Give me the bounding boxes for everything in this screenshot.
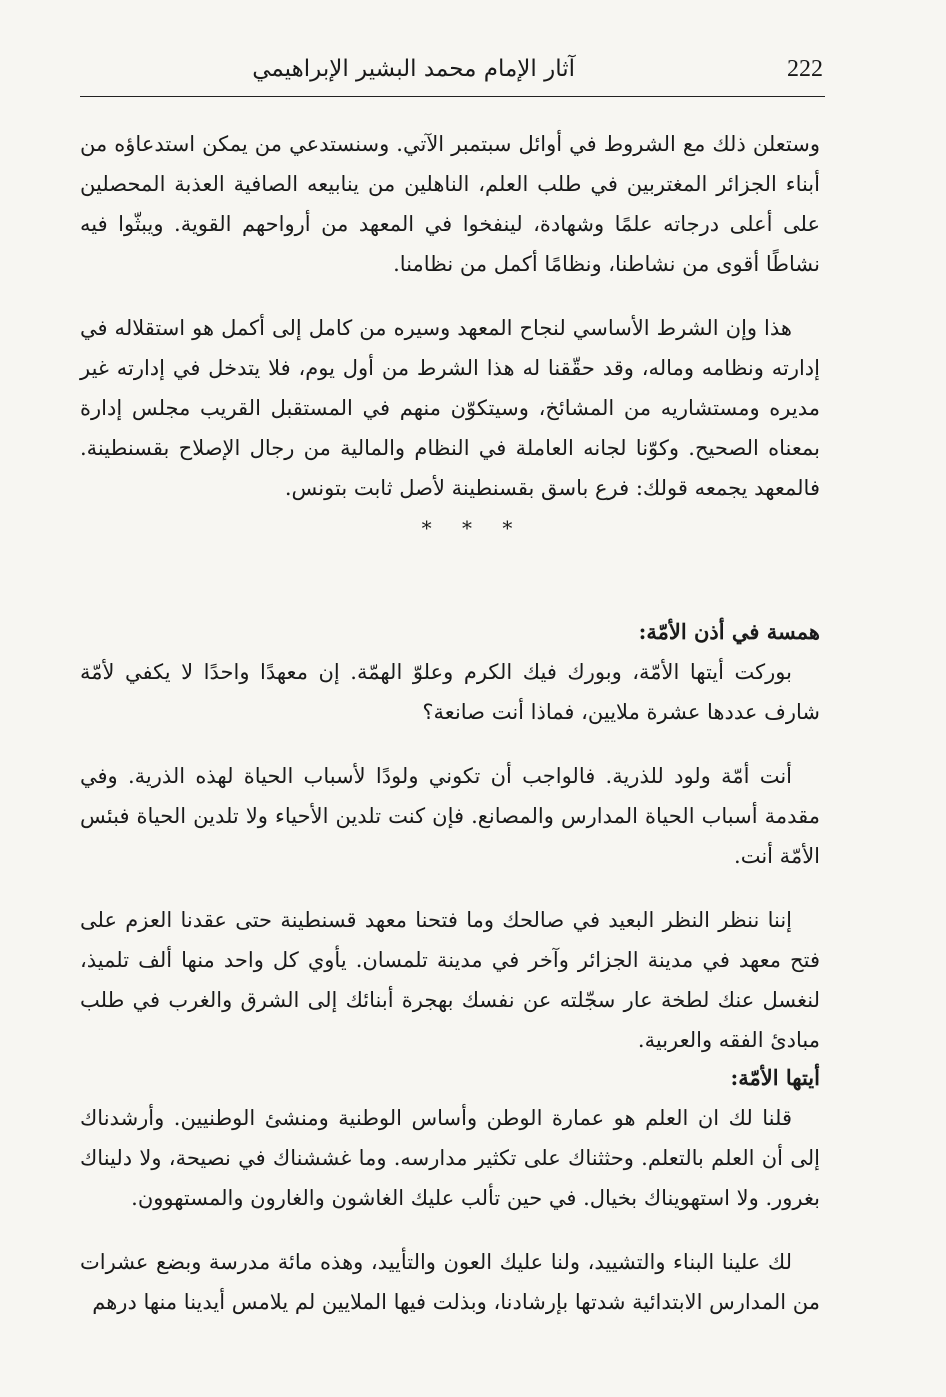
paragraph: قلنا لك ان العلم هو عمارة الوطن وأساس الوطنية ومنشئ الوطنيين. وأرشدناك إلى أن العلم بالتعلم. وحثثناك على تكثير مدارسه. وما غششناك في نصيحة، ولا دليناك بغرور. ولا استهويناك بخيال. في حين تألب عليك الغاشون والغارون والمستهوون. xyxy=(80,1106,820,1210)
running-title: آثار الإمام محمد البشير الإبراهيمي xyxy=(252,56,575,82)
paragraph: أنت أمّة ولود للذرية. فالواجب أن تكوني ولودًا لأسباب الحياة لهذه الذرية. وفي مقدمة أسباب الحياة المدارس والمصانع. فإن كنت تلدين الأحياء ولا تلدين الحياة فبئس الأمّة أنت. xyxy=(80,764,820,868)
paragraph: هذا وإن الشرط الأساسي لنجاح المعهد وسيره من كامل إلى أكمل هو استقلاله في إدارته ونظامه وماله، وقد حقّقنا له هذا الشرط من أول يوم، فلا يتدخل في إدارته غير مديره ومستشاريه من المشائخ، وسيتكوّن منهم في المستقبل القريب مجلس إدارة بمعناه الصحيح. وكوّنا لجانه العاملة في النظام والمالية من رجال الإصلاح بقسنطينة. فالمعهد يجمعه قولك: فرع باسق بقسنطينة لأصل ثابت بتونس. xyxy=(80,316,820,500)
running-header xyxy=(80,50,825,97)
paragraph: بوركت أيتها الأمّة، وبورك فيك الكرم وعلوّ الهمّة. إن معهدًا واحدًا لا يكفي لأمّة شارف عددها عشرة ملايين، فماذا أنت صانعة؟ xyxy=(80,660,820,724)
section-institute-conditions xyxy=(80,124,820,532)
section-heading: أيتها الأمّة: xyxy=(730,1065,820,1090)
section-separator: * * * xyxy=(421,516,525,540)
section-o-nation xyxy=(80,1058,820,1346)
paragraph: لك علينا البناء والتشييد، ولنا عليك العون والتأييد، وهذه مائة مدرسة وبضع عشرات من المدارس الابتدائية شدتها بإرشادنا، وبذلت فيها الملايين لم يلامس أيدينا منها درهم xyxy=(80,1250,820,1314)
section-whisper-to-nation xyxy=(80,612,820,1084)
page-number: 222 xyxy=(787,56,823,82)
paragraph: إننا ننظر النظر البعيد في صالحك وما فتحنا معهد قسنطينة حتى عقدنا العزم على فتح معهد في مدينة الجزائر وآخر في مدينة تلمسان. يأوي كل واحد منها ألف تلميذ، لنغسل عنك لطخة عار سجّلته عن نفسك بهجرة أبنائك إلى الشرق والغرب في طلب مبادئ الفقه والعربية. xyxy=(80,908,820,1052)
paragraph: وستعلن ذلك مع الشروط في أوائل سبتمبر الآتي. وسنستدعي من يمكن استدعاؤه من أبناء الجزائر المغتربين في طلب العلم، الناهلين من ينابيعه الصافية العذبة المحصلين على أعلى درجاته علمًا وشهادة، لينفخوا في المعهد من أرواحهم القوية. ويبثّوا فيه نشاطًا أقوى من نشاطنا، ونظامًا أكمل من نظامنا. xyxy=(80,132,820,276)
section-heading: همسة في أذن الأمّة: xyxy=(638,619,820,644)
